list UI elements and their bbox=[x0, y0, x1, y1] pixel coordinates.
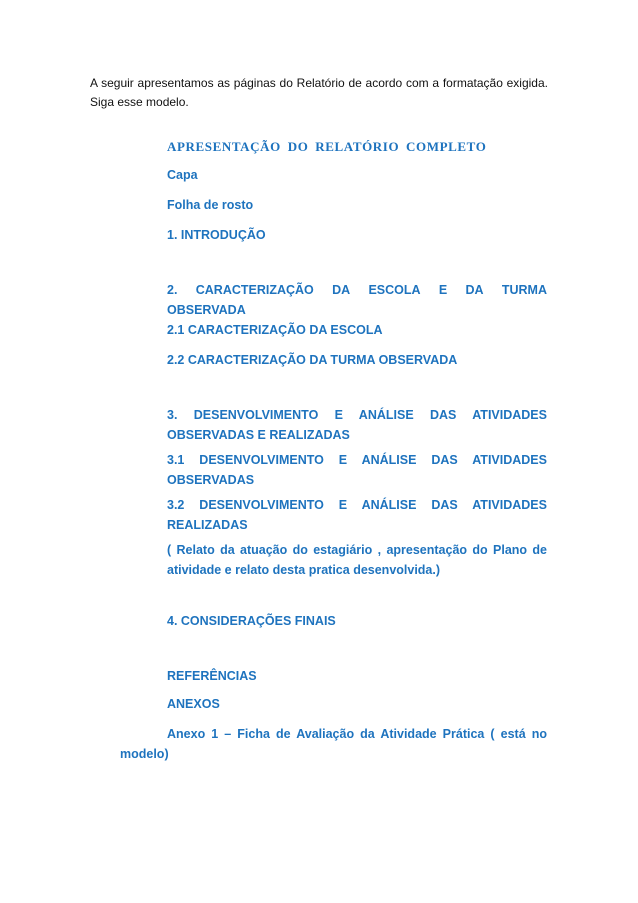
item-caracterizacao-line-1 bbox=[167, 280, 547, 300]
item-caracterizacao-escola: 2.1 CARACTERIZAÇÃO DA ESCOLA bbox=[167, 323, 383, 337]
item-caracterizacao bbox=[167, 280, 547, 320]
item-folha-de-rosto: Folha de rosto bbox=[167, 198, 254, 212]
item-desenvolvimento-line-1: 3. DESENVOLVIMENTO E ANÁLISE DAS ATIVIDADES bbox=[167, 408, 547, 422]
item-desenvolvimento-observadas-line-1: 3.1 DESENVOLVIMENTO E ANÁLISE DAS ATIVIDADES bbox=[167, 453, 547, 467]
word: TURMA bbox=[501, 283, 547, 297]
item-referencias: REFERÊNCIAS bbox=[167, 669, 257, 683]
word: 2. bbox=[167, 283, 178, 297]
item-relato-line-2: atividade e relato desta pratica desenvolvida.) bbox=[167, 563, 441, 577]
word: CARACTERIZAÇÃO bbox=[195, 283, 314, 297]
word: DA bbox=[332, 283, 351, 297]
item-anexo-1-line-1: Anexo 1 – Ficha de Avaliação da Atividade Prática ( está no bbox=[167, 727, 547, 741]
item-desenvolvimento-realizadas-line-2: REALIZADAS bbox=[167, 518, 248, 532]
item-caracterizacao-turma: 2.2 CARACTERIZAÇÃO DA TURMA OBSERVADA bbox=[167, 353, 458, 367]
item-desenvolvimento-realizadas-line-1: 3.2 DESENVOLVIMENTO E ANÁLISE DAS ATIVIDADES bbox=[167, 498, 547, 512]
page-title: APRESENTAÇÃO DO RELATÓRIO COMPLETO bbox=[167, 139, 487, 154]
intro-paragraph bbox=[90, 74, 548, 112]
word: ESCOLA bbox=[368, 283, 421, 297]
item-capa: Capa bbox=[167, 168, 198, 182]
intro-line-1: A seguir apresentamos as páginas do Relatório de acordo com a formatação exigida. bbox=[90, 76, 548, 90]
item-anexo-1-line-2: modelo) bbox=[120, 747, 169, 761]
item-desenvolvimento bbox=[167, 405, 547, 445]
item-introducao: 1. INTRODUÇÃO bbox=[167, 228, 266, 242]
item-consideracoes-finais: 4. CONSIDERAÇÕES FINAIS bbox=[167, 614, 336, 628]
item-anexo-1 bbox=[120, 724, 547, 764]
item-relato-line-1: ( Relato da atuação do estagiário , apresentação do Plano de bbox=[167, 543, 547, 557]
item-desenvolvimento-realizadas bbox=[167, 495, 547, 535]
item-anexos: ANEXOS bbox=[167, 697, 220, 711]
item-relato bbox=[167, 540, 547, 580]
item-desenvolvimento-line-2: OBSERVADAS E REALIZADAS bbox=[167, 428, 350, 442]
item-caracterizacao-line-2: OBSERVADA bbox=[167, 303, 246, 317]
intro-line-2: Siga esse modelo. bbox=[90, 95, 189, 109]
word: DA bbox=[465, 283, 484, 297]
word: E bbox=[438, 283, 448, 297]
item-desenvolvimento-observadas-line-2: OBSERVADAS bbox=[167, 473, 255, 487]
item-desenvolvimento-observadas bbox=[167, 450, 547, 490]
